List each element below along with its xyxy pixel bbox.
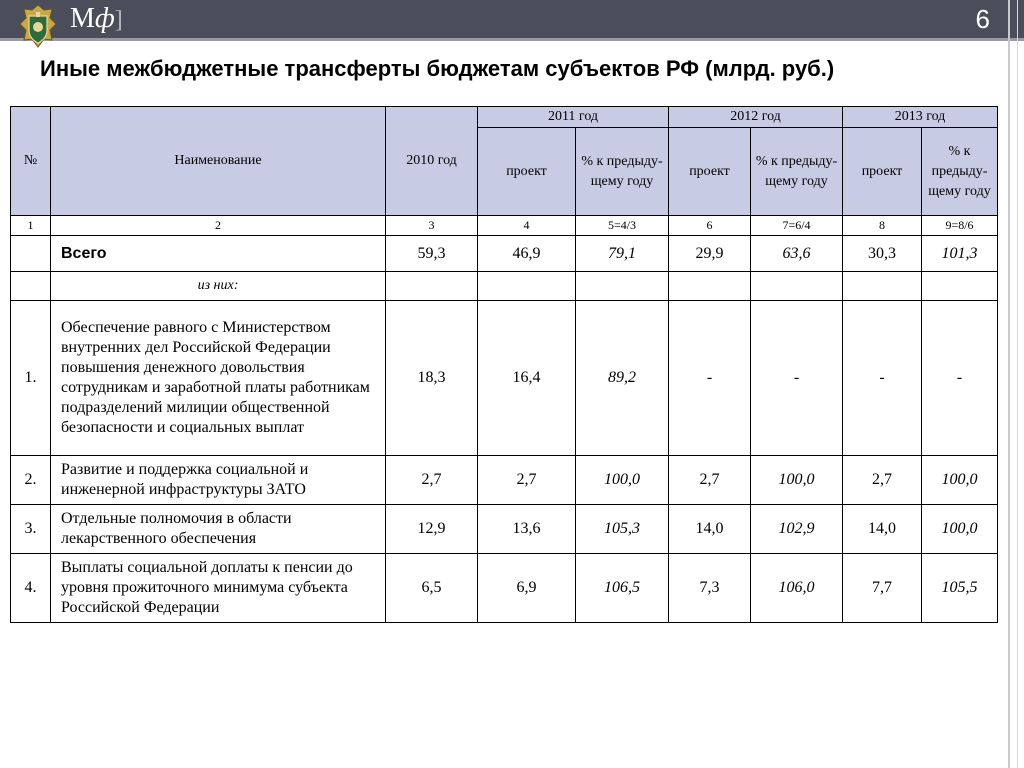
table-cell: 7,3 (669, 554, 751, 623)
column-number: 3 (386, 216, 478, 236)
table-cell: 102,9 (751, 505, 843, 554)
table-cell: 16,4 (478, 301, 576, 456)
col-header-2013-pct: % к предыду-щему году (922, 128, 998, 216)
right-border-line-thin (1017, 0, 1018, 768)
column-numbers-row (11, 216, 998, 236)
table-cell: 46,9 (478, 236, 576, 272)
table-cell: 14,0 (669, 505, 751, 554)
table-cell: 89,2 (576, 301, 669, 456)
table-cell: 79,1 (576, 236, 669, 272)
header-accent-line (0, 38, 1024, 41)
col-header-2011-pct: % к предыду-щему году (576, 128, 669, 216)
table-cell: - (751, 301, 843, 456)
row-number: 1. (11, 301, 51, 456)
row-number: 3. (11, 505, 51, 554)
table-cell: 14,0 (843, 505, 922, 554)
table-cell: 13,6 (478, 505, 576, 554)
table-row (11, 554, 998, 623)
row-name: Отдельные полномочия в области лекарственного обеспечения (51, 505, 386, 554)
table-cell: 101,3 (922, 236, 998, 272)
coat-of-arms-icon (14, 2, 62, 50)
table-cell: 106,5 (576, 554, 669, 623)
subheader-row (11, 272, 998, 301)
table-cell: - (922, 301, 998, 456)
brand-logo: Мф] (70, 3, 123, 34)
table-cell: 18,3 (386, 301, 478, 456)
col-header-2013-project: проект (843, 128, 922, 216)
col-header-2011: 2011 год (478, 107, 669, 128)
page-title: Иные межбюджетные трансферты бюджетам субъектов РФ (млрд. руб.) (40, 56, 835, 81)
column-number: 1 (11, 216, 51, 236)
col-header-2011-project: проект (478, 128, 576, 216)
slide-number: 6 (975, 4, 990, 34)
subheader-label: из них: (51, 272, 386, 301)
column-number: 6 (669, 216, 751, 236)
column-number: 9=8/6 (922, 216, 998, 236)
col-header-2012-project: проект (669, 128, 751, 216)
col-header-2010: 2010 год (386, 107, 478, 216)
table-cell: 63,6 (751, 236, 843, 272)
col-header-name: Наименование (51, 107, 386, 216)
table-row (11, 301, 998, 456)
table-cell: 2,7 (386, 456, 478, 505)
table-cell: 6,5 (386, 554, 478, 623)
table-cell: 105,3 (576, 505, 669, 554)
col-header-num: № (11, 107, 51, 216)
column-number: 8 (843, 216, 922, 236)
table-cell: 59,3 (386, 236, 478, 272)
row-name: Обеспечение равного с Министерством внутренних дел Российской Федерации повышения денежного довольствия сотрудникам и заработной платы работникам подразделений милиции общественной безопасности и социальных выплат (51, 301, 386, 456)
table-cell: 100,0 (751, 456, 843, 505)
row-number: 2. (11, 456, 51, 505)
table-cell: 30,3 (843, 236, 922, 272)
table-cell: 2,7 (843, 456, 922, 505)
table-cell: 2,7 (669, 456, 751, 505)
table-cell: - (843, 301, 922, 456)
row-number: 4. (11, 554, 51, 623)
table-cell: 100,0 (922, 456, 998, 505)
table-cell: - (669, 301, 751, 456)
transfers-table (10, 106, 998, 623)
table-row (11, 456, 998, 505)
col-header-2013: 2013 год (843, 107, 998, 128)
total-label: Всего (51, 236, 386, 272)
table-cell: 2,7 (478, 456, 576, 505)
row-name: Развитие и поддержка социальной и инженерной инфраструктуры ЗАТО (51, 456, 386, 505)
header-bar (0, 0, 1024, 38)
table-cell: 7,7 (843, 554, 922, 623)
total-row (11, 236, 998, 272)
table-cell: 106,0 (751, 554, 843, 623)
table-cell: 29,9 (669, 236, 751, 272)
table-row (11, 505, 998, 554)
table-cell: 100,0 (922, 505, 998, 554)
right-border-line (1008, 0, 1010, 768)
column-number: 2 (51, 216, 386, 236)
table-cell: 6,9 (478, 554, 576, 623)
column-number: 4 (478, 216, 576, 236)
table-cell: 12,9 (386, 505, 478, 554)
table-cell: 105,5 (922, 554, 998, 623)
column-number: 7=6/4 (751, 216, 843, 236)
table-cell: 100,0 (576, 456, 669, 505)
col-header-2012: 2012 год (669, 107, 843, 128)
column-number: 5=4/3 (576, 216, 669, 236)
col-header-2012-pct: % к предыду-щему году (751, 128, 843, 216)
row-name: Выплаты социальной доплаты к пенсии до уровня прожиточного минимума субъекта Российской Федерации (51, 554, 386, 623)
